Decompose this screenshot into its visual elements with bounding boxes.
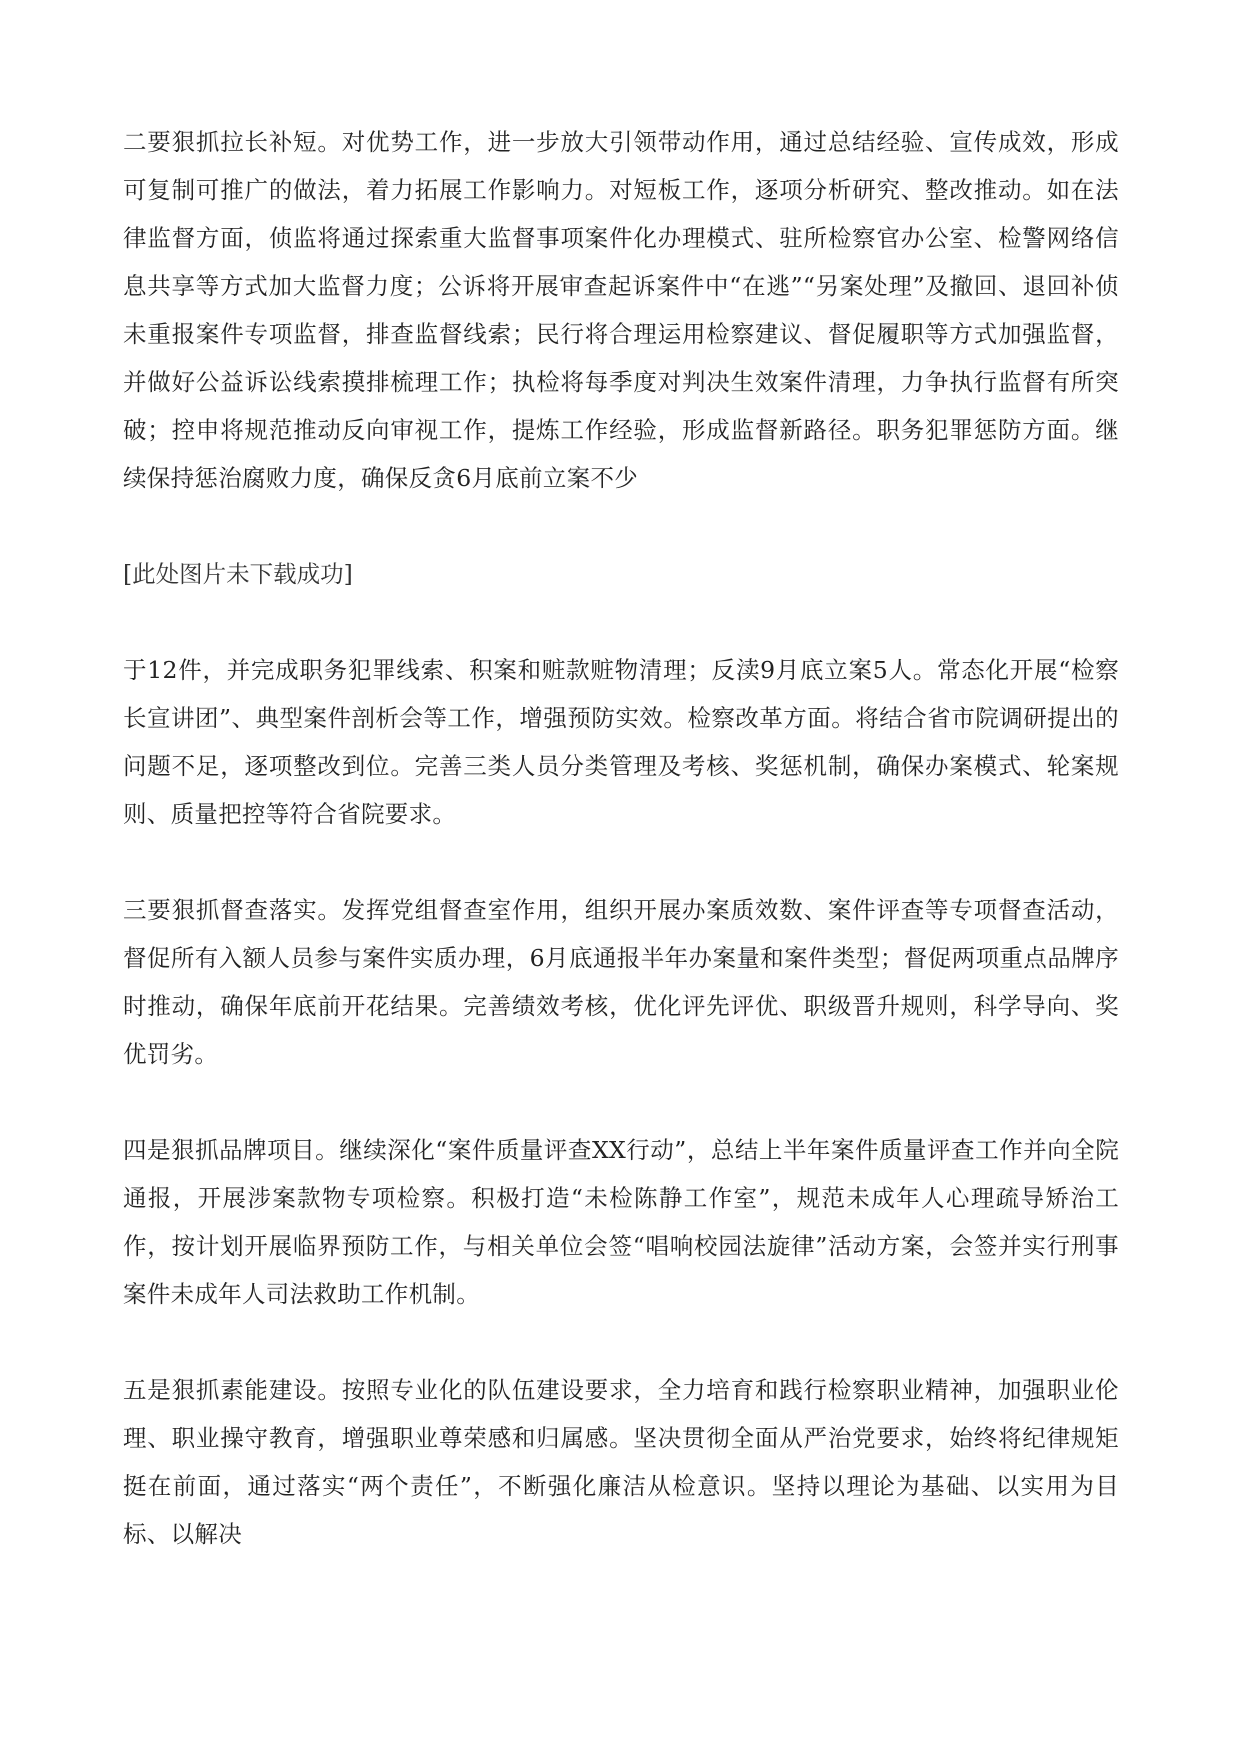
paragraph-gap [123, 598, 1119, 646]
paragraph-gap [123, 1078, 1119, 1126]
paragraph-gap [123, 502, 1119, 550]
paragraph-gap [123, 1318, 1119, 1366]
paragraph-lengthen-strengths: 二要狠抓拉长补短。对优势工作，进一步放大引领带动作用，通过总结经验、宣传成效，形成可复制可推广的做法，着力拓展工作影响力。对短板工作，逐项分析研究、整改推动。如在法律监督方面，侦监将通过探索重大监督事项案件化办理模式、驻所检察官办公室、检警网络信息共享等方式加大监督力度；公诉将开展审查起诉案件中“在逃”“另案处理”及撤回、退回补侦未重报案件专项监督，排查监督线索；民行将合理运用检察建议、督促履职等方式加强监督，并做好公益诉讼线索摸排梳理工作；执检将每季度对判决生效案件清理，力争执行监督有所突破；控申将规范推动反向审视工作，提炼工作经验，形成监督新路径。职务犯罪惩防方面。继续保持惩治腐败力度，确保反贪6月底前立案不少 [123, 128, 1119, 492]
paragraph-brand-projects: 四是狠抓品牌项目。继续深化“案件质量评查XX行动”，总结上半年案件质量评查工作并向全院通报，开展涉案款物专项检察。积极打造“未检陈静工作室”，规范未成年人心理疏导矫治工作，按计划开展临界预防工作，与相关单位会签“唱响校园法旋律”活动方案，会签并实行刑事案件未成年人司法救助工作机制。 [123, 1136, 1119, 1308]
document-body [123, 118, 1119, 1558]
paragraph-capacity-building: 五是狠抓素能建设。按照专业化的队伍建设要求，全力培育和践行检察职业精神，加强职业伦理、职业操守教育，增强职业尊荣感和归属感。坚决贯彻全面从严治党要求，始终将纪律规矩挺在前面，通过落实“两个责任”，不断强化廉洁从检意识。坚持以理论为基础、以实用为目标、以解决 [123, 1376, 1119, 1548]
paragraph-continuation: 于12件，并完成职务犯罪线索、积案和赃款赃物清理；反渎9月底立案5人。常态化开展“检察长宣讲团”、典型案件剖析会等工作，增强预防实效。检察改革方面。将结合省市院调研提出的问题不足，逐项整改到位。完善三类人员分类管理及考核、奖惩机制，确保办案模式、轮案规则、质量把控等符合省院要求。 [123, 656, 1119, 828]
image-missing-placeholder: [此处图片未下载成功] [123, 560, 353, 588]
paragraph-gap [123, 838, 1119, 886]
paragraph-supervision: 三要狠抓督查落实。发挥党组督查室作用，组织开展办案质效数、案件评查等专项督查活动，督促所有入额人员参与案件实质办理，6月底通报半年办案量和案件类型；督促两项重点品牌序时推动，确保年底前开花结果。完善绩效考核，优化评先评优、职级晋升规则，科学导向、奖优罚劣。 [123, 896, 1119, 1068]
